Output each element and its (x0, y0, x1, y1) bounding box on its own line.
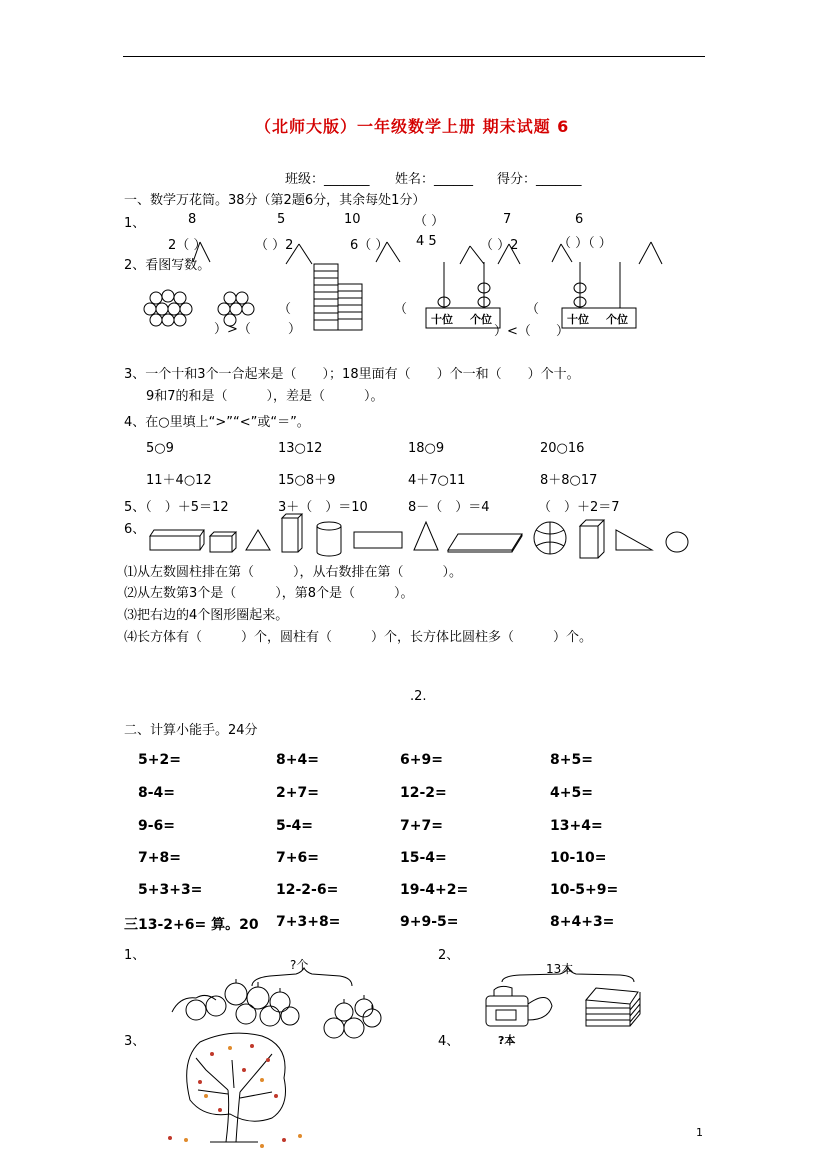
calc-r2-c1: 8-4= (138, 785, 176, 801)
calc-r5-c3: 19-4+2= (400, 882, 469, 898)
page-marker: .2. (410, 689, 427, 704)
calc-r4-c3: 15-4= (400, 850, 447, 866)
section1-heading: 一、数学万花筒。38分（第2题6分，其余每处1分） (124, 193, 426, 208)
calc-r4-c1: 7+8= (138, 850, 181, 866)
q1-bottom-1: 2（ ） (168, 238, 207, 253)
apple-count-label: ?个 (290, 958, 309, 972)
score-field: 得分：_______ (497, 172, 582, 187)
q6-item-2: ⑵从左数第3个是（ ），第8个是（ ）。 (124, 586, 414, 601)
s3-label-3: 3、 (124, 1034, 146, 1049)
abacus1-ones-label: 个位 (470, 313, 492, 326)
q4-r1-3: 18○9 (408, 441, 445, 456)
book-total-label: 13本 (546, 962, 574, 976)
calc-r3-c2: 5-4= (276, 818, 314, 834)
s3-label-4: 4、 (438, 1034, 460, 1049)
abacus2-ones-label: 个位 (606, 313, 628, 326)
calc-r3-c3: 7+7= (400, 818, 443, 834)
page-number: 1 (696, 1126, 703, 1139)
q1-number: 1、 (124, 216, 146, 231)
q5-item-4: （ ）＋2＝7 (538, 500, 620, 515)
q2-blank-6: ） (556, 324, 570, 339)
q1-bottom-3: 6（ ） (350, 238, 389, 253)
q3-line2: 9和7的和是（ ），差是（ ）。 (146, 389, 384, 404)
q4-r1-1: 5○9 (146, 441, 174, 456)
q2-blank-5: ）<（ (494, 324, 531, 339)
calc-r1-c2: 8+4= (276, 752, 319, 768)
q1-bottom-6: （ ）（ ） (558, 236, 612, 251)
calc-r6-c4: 8+4+3= (550, 914, 615, 930)
q5-item-2: 3＋（ ）＝10 (278, 500, 368, 515)
class-field: 班级：_______ (285, 172, 370, 187)
q2-blank-7: （ (526, 302, 540, 317)
s3-label-2: 2、 (438, 948, 460, 963)
calc-r2-c3: 12-2= (400, 785, 447, 801)
calc-r1-c4: 8+5= (550, 752, 593, 768)
book-unknown-label: ?本 (498, 1034, 516, 1047)
q4-r1-2: 13○12 (278, 441, 323, 456)
q6-item-4: ⑷长方体有（ ）个，圆柱有（ ）个，长方体比圆柱多（ ）个。 (124, 630, 593, 645)
s3-label-1: 1、 (124, 948, 146, 963)
q4-r2-3: 4＋7○11 (408, 473, 466, 488)
q2-blank-3: ） (288, 322, 302, 337)
q1-top-6: 6 (575, 212, 584, 227)
q6-item-3: ⑶把右边的4个图形圈起来。 (124, 608, 289, 623)
calc-r6-c2: 7+3+8= (276, 914, 341, 930)
calc-r1-c3: 6+9= (400, 752, 443, 768)
q6-number: 6、 (124, 522, 146, 537)
q4-r2-1: 11＋4○12 (146, 473, 212, 488)
q4-r2-4: 8＋8○17 (540, 473, 598, 488)
abacus2-tens-label: 十位 (567, 313, 589, 326)
q5-item-1: 5、（ ）＋5＝12 (124, 500, 229, 515)
q2-blank-1: （ (278, 302, 292, 317)
calc-r6-c3: 9+9-5= (400, 914, 459, 930)
page-title: （北师大版）一年级数学上册 期末试题 6 (255, 117, 570, 136)
q1-top-2: 5 (277, 212, 286, 227)
q5-item-3: 8－（ ）＝4 (408, 500, 490, 515)
q2-heading: 2、看图写数。 (124, 258, 211, 273)
q1-bottom-2: （ ）2 (255, 238, 294, 253)
q4-heading: 4、在○里填上“>”“<”或“＝”。 (124, 415, 310, 430)
q1-bottom-5: （ ）2 (480, 238, 519, 253)
calc-r2-c4: 4+5= (550, 785, 593, 801)
calc-r2-c2: 2+7= (276, 785, 319, 801)
q4-r2-2: 15○8＋9 (278, 473, 336, 488)
calc-r6-c1: 三13-2+6= 算。20 (124, 917, 259, 933)
q6-item-1: ⑴从左数圆柱排在第（ ），从右数排在第（ ）。 (124, 565, 463, 580)
calc-r5-c2: 12-2-6= (276, 882, 339, 898)
q2-blank-2: ）>（ (214, 322, 251, 337)
q2-blank-4: （ (394, 302, 408, 317)
q1-top-4: （ ） (414, 214, 445, 229)
calc-r5-c1: 5+3+3= (138, 882, 203, 898)
q1-top-5: 7 (503, 212, 512, 227)
calc-r1-c1: 5+2= (138, 752, 181, 768)
q1-top-1: 8 (188, 212, 197, 227)
q3-line1: 3、一个十和3个一合起来是（ ）；18里面有（ ）个一和（ ）个十。 (124, 367, 580, 382)
calc-r3-c4: 13+4= (550, 818, 603, 834)
abacus1-tens-label: 十位 (431, 313, 453, 326)
calc-r5-c4: 10-5+9= (550, 882, 619, 898)
q4-r1-4: 20○16 (540, 441, 585, 456)
name-field: 姓名：______ (395, 172, 474, 187)
q1-bottom-4: 4 5 (416, 234, 437, 249)
q1-top-3: 10 (344, 212, 361, 227)
calc-r4-c4: 10-10= (550, 850, 607, 866)
section2-heading: 二、计算小能手。24分 (124, 723, 258, 738)
calc-r3-c1: 9-6= (138, 818, 176, 834)
calc-r4-c2: 7+6= (276, 850, 319, 866)
